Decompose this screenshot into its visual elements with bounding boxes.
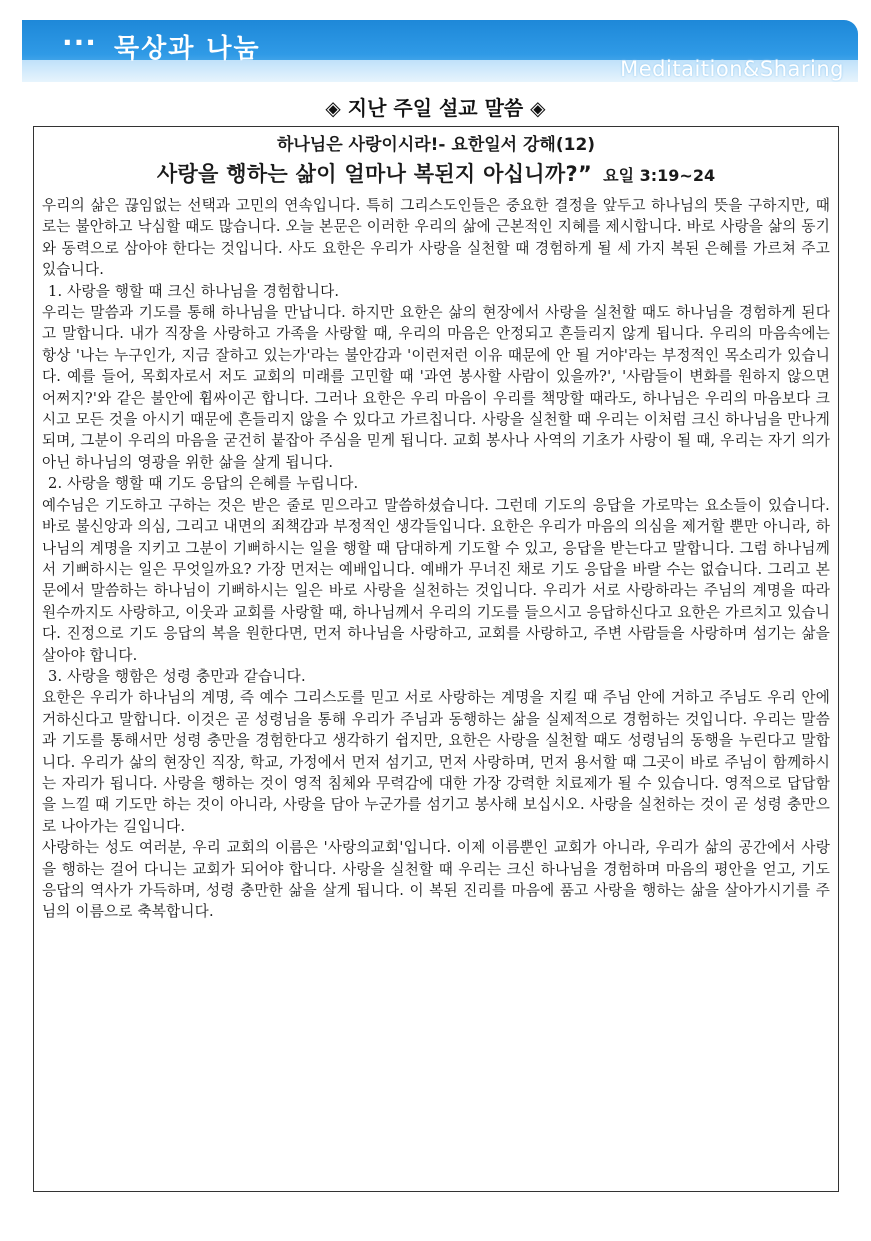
- section-banner: [22, 20, 858, 82]
- section-heading: ◈ 지난 주일 설교 말씀 ◈: [325, 96, 546, 120]
- intro-paragraph: 우리의 삶은 끊임없는 선택과 고민의 연속입니다. 특히 그리스도인들은 중요한 결정을 앞두고 하나님의 뜻을 구하지만, 때로는 불안하고 낙심할 때도 많습니다. 오늘 본문은 이러한 우리의 삶에 근본적인 지혜를 제시합니다. 바로 사랑을 삶의 동기와 동력으로 삼아야 한다는 것입니다. 사도 요한은 우리가 사랑을 실천할 때 경험하게 될 세 가지 복된 은혜를 가르쳐 주고 있습니다.: [42, 197, 830, 279]
- sermon-box: [33, 126, 839, 1192]
- point-paragraph-1: 우리는 말씀과 기도를 통해 하나님을 만납니다. 하지만 요한은 삶의 현장에서 사랑을 실천할 때도 하나님을 경험하게 된다고 말합니다. 내가 직장을 사랑하고 가족을 사랑할 때, 우리의 마음은 안정되고 흔들리지 않게 됩니다. 우리의 마음속에는 항상 '나는 누구인가, 지금 잘하고 있는가'라는 불안감과 '이런저런 이유 때문에 안 될 거야'라는 부정적인 목소리가 있습니다. 예를 들어, 목회자로서 저도 교회의 미래를 고민할 때 '과연 봉사할 사람이 있을까?', '사람들이 변화를 원하지 않으면 어쩌지?'와 같은 불안에 휩싸이곤 합니다. 그러나 요한은 우리 마음이 우리를 책망할 때라도, 하나님은 우리의 마음보다 크시고 모든 것을 아시기 때문에 흔들리지 않을 수 있다고 가르칩니다. 사랑을 실천할 때 우리는 이처럼 크신 하나님을 만나게 되며, 그분이 우리의 마음을 굳건히 붙잡아 주심을 믿게 됩니다. 교회 봉사나 사역의 기초가 사랑이 될 때, 우리는 자기 의가 아닌 하나님의 영광을 위한 삶을 살게 됩니다.: [42, 304, 830, 471]
- sermon-title-line: [42, 159, 830, 191]
- banner-subtitle: Meditaition&Sharing: [620, 57, 844, 81]
- point-heading-1: 1. 사랑을 행할 때 크신 하나님을 경험합니다.: [48, 282, 340, 300]
- sermon-title: 사랑을 행하는 삶이 얼마나 복된지 아십니까?”: [156, 162, 593, 186]
- sermon-series: 하나님은 사랑이시라!- 요한일서 강해(12): [276, 135, 596, 155]
- closing-paragraph: 사랑하는 성도 여러분, 우리 교회의 이름은 '사랑의교회'입니다. 이제 이름뿐인 교회가 아니라, 우리가 삶의 공간에서 사랑을 행하는 걸어 다니는 교회가 되어야 합니다. 사랑을 실천할 때 우리는 크신 하나님을 경험하며 마음의 평안을 얻고, 기도 응답의 역사가 가득하며, 성령 충만한 삶을 살게 됩니다. 이 복된 진리를 마음에 품고 사랑을 행하는 삶을 살아가시기를 주님의 이름으로 축복합니다.: [42, 839, 830, 921]
- banner-dots: ···: [62, 26, 97, 59]
- point-heading-2: 2. 사랑을 행할 때 기도 응답의 은혜를 누립니다.: [48, 475, 359, 493]
- point-heading-3: 3. 사랑을 행함은 성령 충만과 같습니다.: [48, 667, 306, 685]
- banner-title: 묵상과 나눔: [114, 34, 261, 64]
- sermon-reference: 요일 3:19~24: [603, 166, 716, 185]
- point-paragraph-3: 요한은 우리가 하나님의 계명, 즉 예수 그리스도를 믿고 서로 사랑하는 계명을 지킬 때 주님 안에 거하고 주님도 우리 안에 거하신다고 말합니다. 이것은 곧 성령님을 통해 우리가 주님과 동행하는 삶을 실제적으로 경험하는 것입니다. 우리는 말씀과 기도를 통해서만 성령 충만을 경험한다고 생각하기 쉽지만, 요한은 사랑을 실천할 때도 성령님의 동행을 누린다고 말합니다. 우리가 삶의 현장인 직장, 학교, 가정에서 먼저 섬기고, 먼저 사랑하며, 먼저 용서할 때 그곳이 바로 주님이 함께하시는 자리가 됩니다. 사랑을 행하는 것이 영적 침체와 무력감에 대한 가장 강력한 치료제가 될 수 있습니다. 영적으로 답답함을 느낄 때 기도만 하는 것이 아니라, 사랑을 담아 누군가를 섬기고 봉사해 보십시오. 사랑을 실천하는 것이 곧 성령 충만으로 나아가는 길입니다.: [42, 689, 830, 835]
- point-paragraph-2: 예수님은 기도하고 구하는 것은 받은 줄로 믿으라고 말씀하셨습니다. 그런데 기도의 응답을 가로막는 요소들이 있습니다. 바로 불신앙과 의심, 그리고 내면의 죄책감과 부정적인 생각들입니다. 요한은 우리가 마음의 의심을 제거할 뿐만 아니라, 하나님의 계명을 지키고 그분이 기뻐하시는 일을 행할 때 담대하게 기도할 수 있고, 응답을 받는다고 말합니다. 그럼 하나님께서 기뻐하시는 일은 무엇일까요? 가장 먼저는 예배입니다. 예배가 무너진 채로 기도 응답을 바랄 수는 없습니다. 그리고 본문에서 말씀하는 하나님이 기뻐하시는 일은 바로 사랑을 실천하는 것입니다. 우리가 서로 사랑하라는 주님의 계명을 따라 원수까지도 사랑하고, 이웃과 교회를 사랑할 때, 하나님께서 우리의 기도를 들으시고 응답하신다고 요한은 가르치고 있습니다. 진정으로 기도 응답의 복을 원한다면, 먼저 하나님을 사랑하고, 교회를 사랑하고, 주변 사람들을 사랑하며 섬기는 삶을 살아야 합니다.: [42, 496, 830, 664]
- sermon-body: [42, 195, 830, 923]
